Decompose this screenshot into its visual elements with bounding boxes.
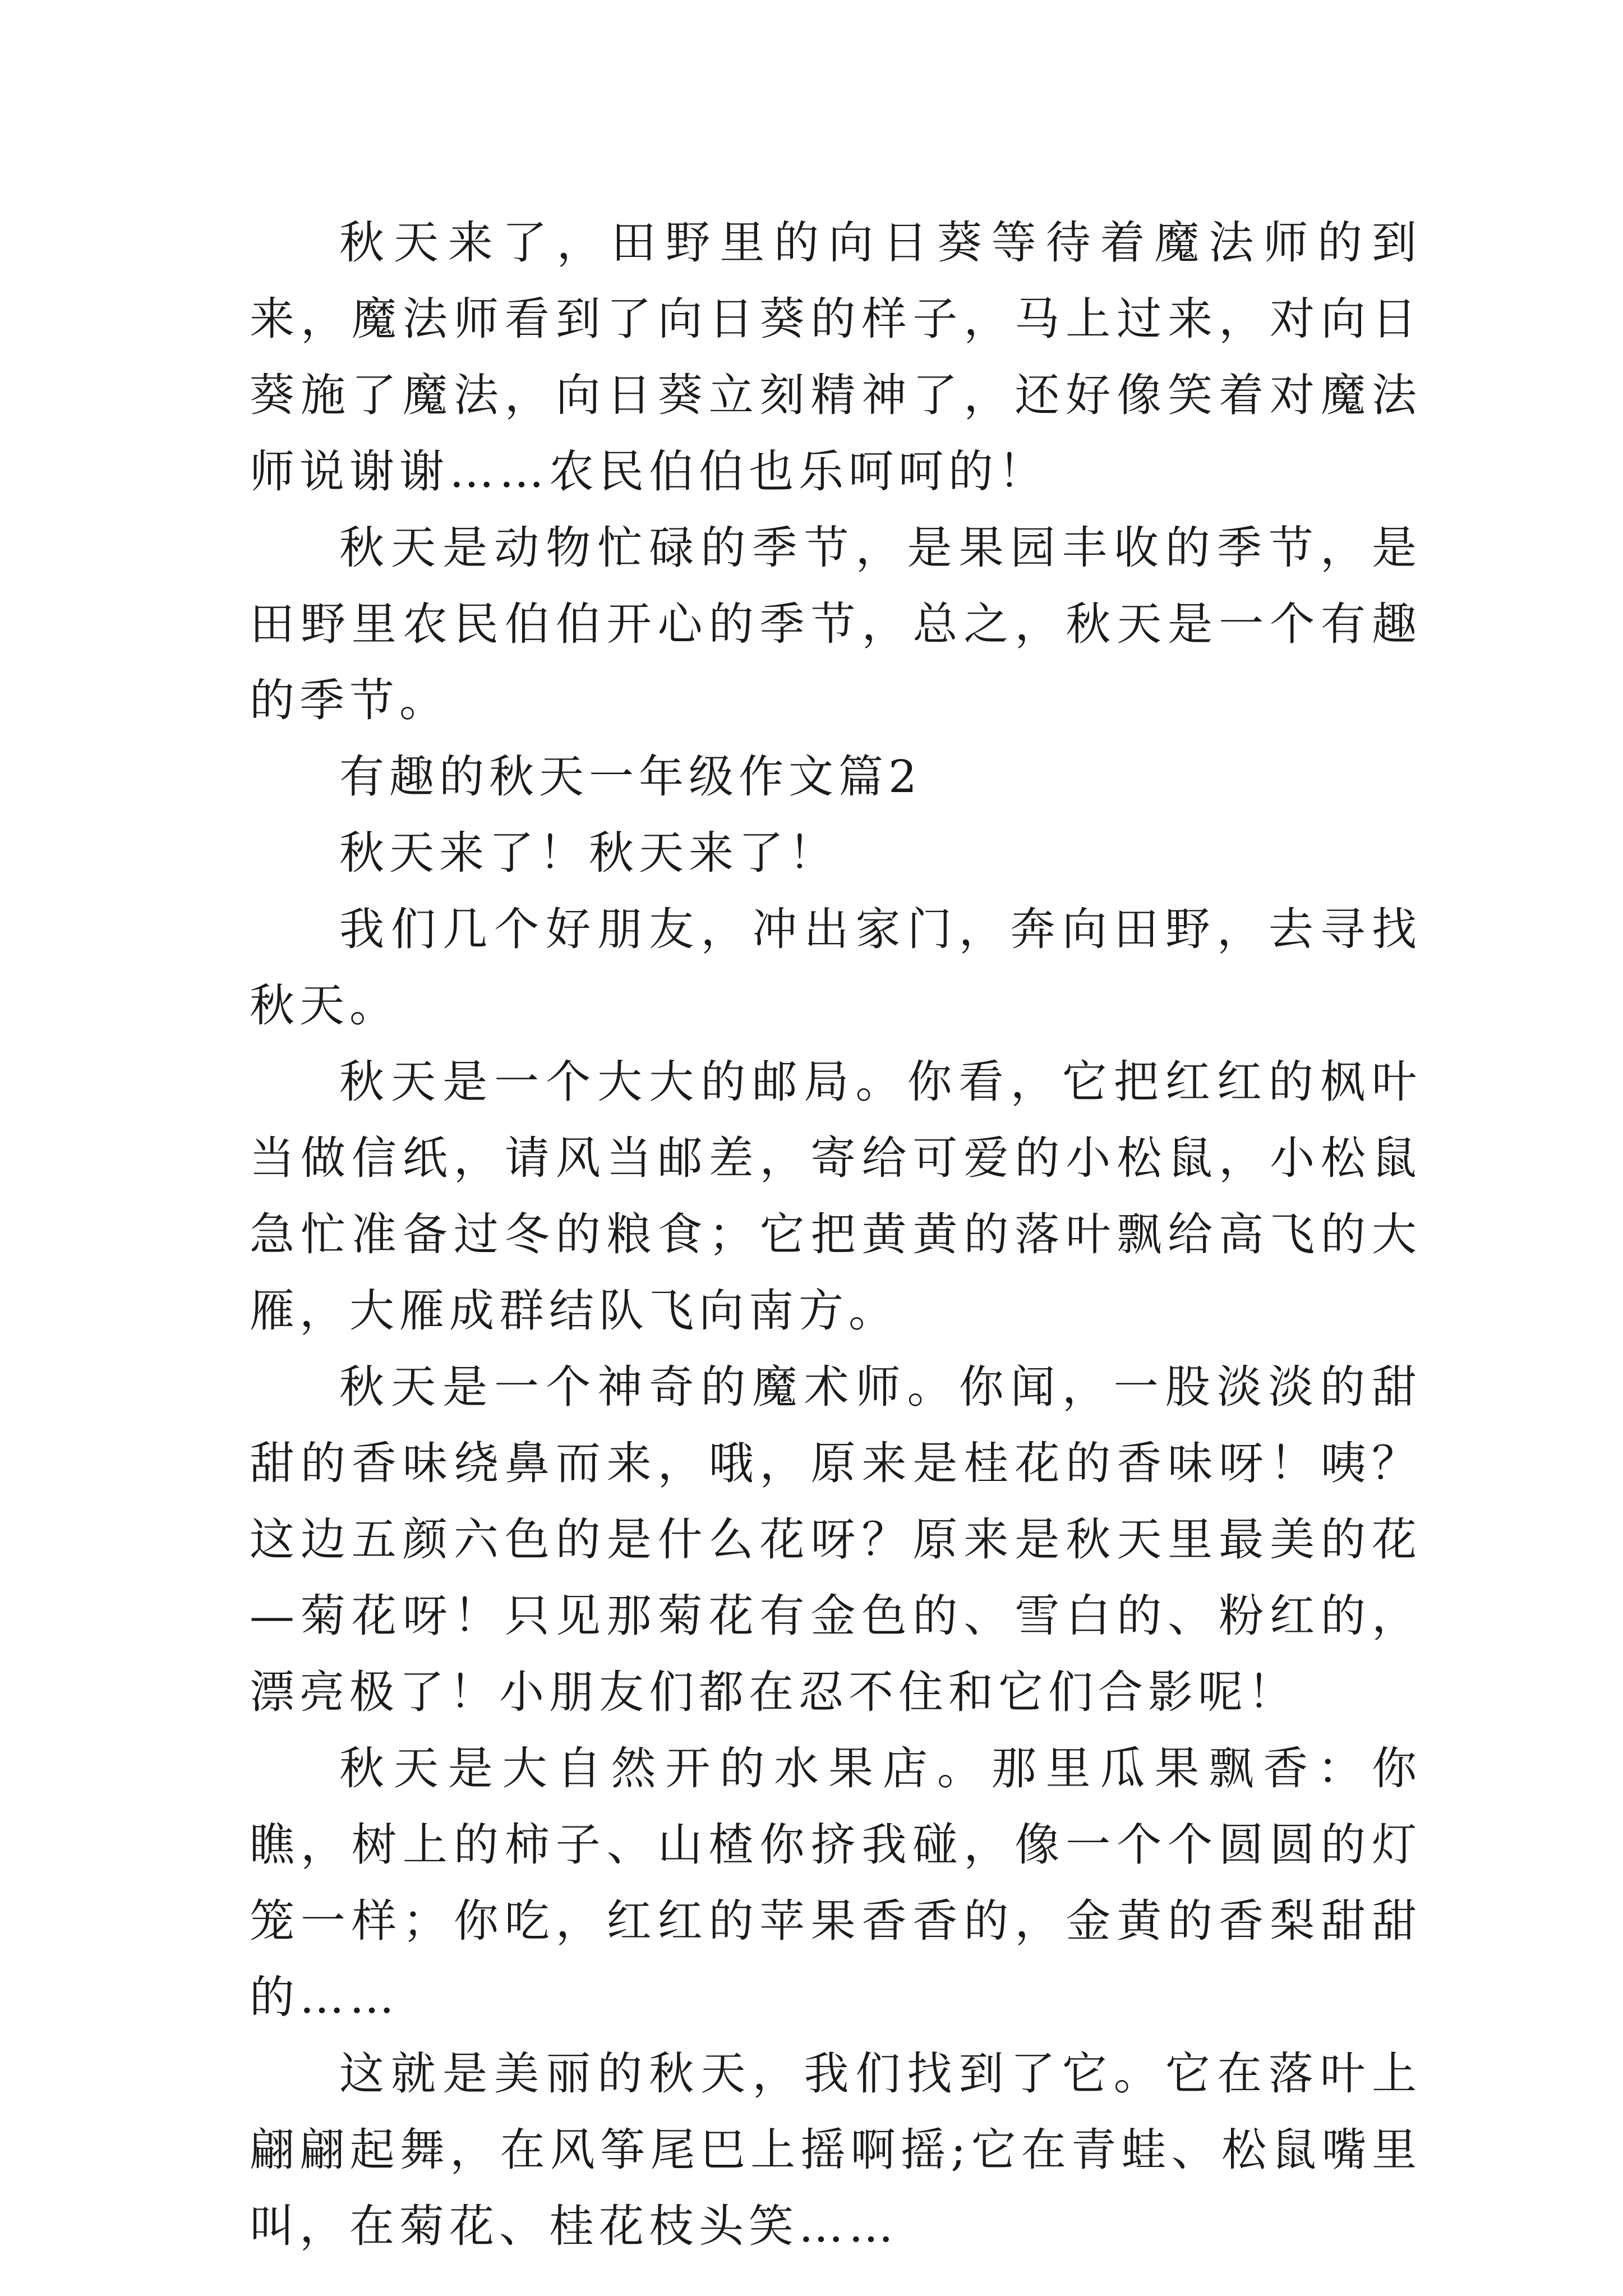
essay-title-part-2: 有趣的秋天一年级作文篇2 — [339, 751, 922, 803]
document-body — [250, 205, 1422, 2265]
paragraph-sunflower-magic: 秋天来了，田野里的向日葵等待着魔法师的到来，魔法师看到了向日葵的样子，马上过来，对向日葵施了魔法，向日葵立刻精神了，还好像笑着对魔法师说谢谢……农民伯伯也乐呵呵的！ — [250, 217, 1422, 498]
paragraph-fruit-shop: 秋天是大自然开的水果店。那里瓜果飘香：你瞧，树上的柿子、山楂你挤我碰，像一个个圆圆的灯笼一样；你吃，红红的苹果香香的，金黄的香梨甜甜的…… — [250, 1742, 1422, 2023]
paragraph-autumn-summary: 秋天是动物忙碌的季节，是果园丰收的季节，是田野里农民伯伯开心的季节，总之，秋天是一个有趣的季节。 — [250, 522, 1422, 726]
paragraph-magician: 秋天是一个神奇的魔术师。你闻，一股淡淡的甜甜的香味绕鼻而来，哦，原来是桂花的香味呀！咦？这边五颜六色的是什么花呀？原来是秋天里最美的花—菊花呀！只见那菊花有金色的、雪白的、粉红的，漂亮极了！小朋友们都在忍不住和它们合影呢！ — [250, 1361, 1422, 1718]
paragraph-found-autumn: 这就是美丽的秋天，我们找到了它。它在落叶上翩翩起舞，在风筝尾巴上摇啊摇;它在青蛙、松鼠嘴里叫，在菊花、桂花枝头笑…… — [250, 2047, 1422, 2252]
paragraph-post-office: 秋天是一个大大的邮局。你看，它把红红的枫叶当做信纸，请风当邮差，寄给可爱的小松鼠，小松鼠急忙准备过冬的粮食；它把黄黄的落叶飘给高飞的大雁，大雁成群结队飞向南方。 — [250, 1056, 1422, 1337]
paragraph-autumn-arrives: 秋天来了！秋天来了！ — [339, 827, 838, 879]
paragraph-search-autumn: 我们几个好朋友，冲出家门，奔向田野，去寻找秋天。 — [250, 903, 1422, 1032]
